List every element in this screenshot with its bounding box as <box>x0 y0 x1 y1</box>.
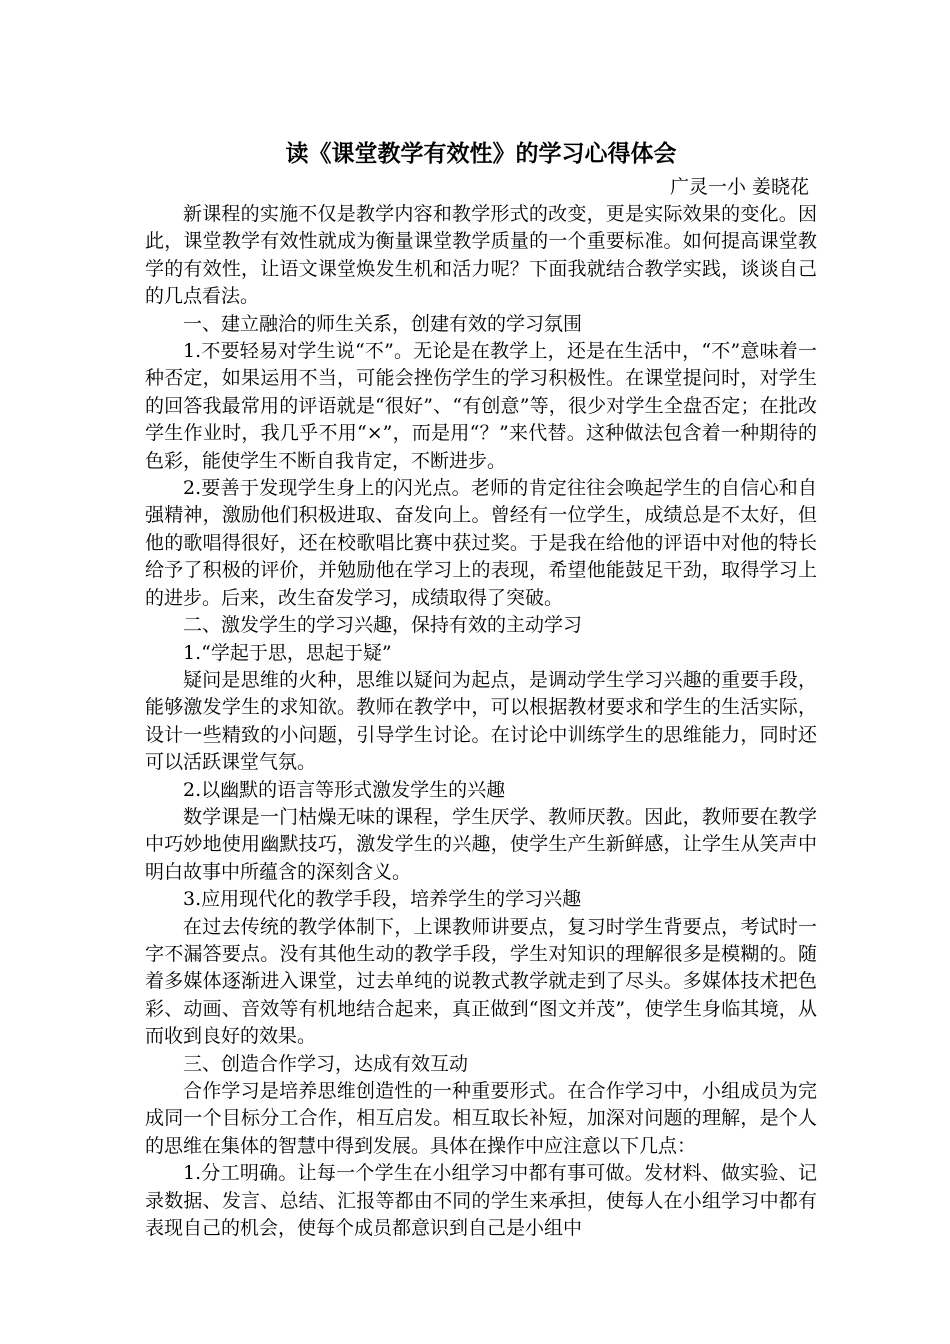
body-paragraph: 疑问是思维的火种，思维以疑问为起点，是调动学生学习兴趣的重要手段，能够激发学生的求知欲。教师在教学中，可以根据教材要求和学生的生活实际，设计一些精致的小问题，引导学生讨论。在讨论中训练学生的思维能力，同时还可以活跃课堂气氛。 <box>145 668 817 774</box>
document-author: 广灵一小 姜晓花 <box>669 176 809 198</box>
body-paragraph: 在过去传统的教学体制下，上课教师讲要点，复习时学生背要点，考试时一字不漏答要点。没有其他生动的教学手段，学生对知识的理解很多是模糊的。随着多媒体逐渐进入课堂，过去单纯的说教式教学就走到了尽头。多媒体技术把色彩、动画、音效等有机地结合起来，真正做到“图文并茂”，使学生身临其境，从而收到良好的效果。 <box>145 915 817 1048</box>
section-heading: 三、创造合作学习，达成有效互动 <box>183 1052 469 1075</box>
section-heading: 1.“学起于思，思起于疑” <box>183 641 392 664</box>
body-paragraph: 1.分工明确。让每一个学生在小组学习中都有事可做。发材料、做实验、记录数据、发言、总结、汇报等都由不同的学生来承担，使每人在小组学习中都有表现自己的机会，使每个成员都意识到自己是小组中 <box>145 1162 817 1240</box>
body-paragraph: 2.要善于发现学生身上的闪光点。老师的肯定往往会唤起学生的自信心和自强精神，激励他们积极进取、奋发向上。曾经有一位学生，成绩总是不太好，但他的歌唱得很好，还在校歌唱比赛中获过奖。于是我在给他的评语中对他的特长给予了积极的评价，并勉励他在学习上的表现，希望他能鼓足干劲，取得学习上的进步。后来，改生奋发学习，成绩取得了突破。 <box>145 477 817 609</box>
body-paragraph: 合作学习是培养思维创造性的一种重要形式。在合作学习中，小组成员为完成同一个目标分工合作，相互启发。相互取长补短，加深对问题的理解，是个人的思维在集体的智慧中得到发展。具体在操作中应注意以下几点： <box>145 1080 817 1157</box>
body-paragraph: 1.不要轻易对学生说“不”。无论是在教学上，还是在生活中，“不”意味着一种否定，如果运用不当，可能会挫伤学生的学习积极性。在课堂提问时，对学生的回答我最常用的评语就是“很好”、“有创意”等，很少对学生全盘否定；在批改学生作业时，我几乎不用“×”，而是用“？”来代替。这种做法包含着一种期待的色彩，能使学生不断自我肯定，不断进步。 <box>145 340 817 472</box>
document-body <box>145 201 817 1242</box>
section-heading: 2.以幽默的语言等形式激发学生的兴趣 <box>183 778 506 801</box>
body-paragraph: 新课程的实施不仅是教学内容和教学形式的改变，更是实际效果的变化。因此，课堂教学有效性就成为衡量课堂教学质量的一个重要标准。如何提高课堂教学的有效性，让语文课堂焕发生机和活力呢？下面我就结合教学实践，谈谈自己的几点看法。 <box>145 203 817 308</box>
section-heading: 3.应用现代化的教学手段，培养学生的学习兴趣 <box>183 888 582 911</box>
body-paragraph: 数学课是一门枯燥无味的课程，学生厌学、教师厌教。因此，教师要在教学中巧妙地使用幽默技巧，激发学生的兴趣，使学生产生新鲜感，让学生从笑声中明白故事中所蕴含的深刻含义。 <box>145 805 817 883</box>
document-page <box>145 138 817 1242</box>
section-heading: 二、激发学生的学习兴趣，保持有效的主动学习 <box>183 614 583 637</box>
section-heading: 一、建立融洽的师生关系，创建有效的学习氛围 <box>183 312 583 335</box>
document-title: 读《课堂教学有效性》的学习心得体会 <box>285 140 677 167</box>
